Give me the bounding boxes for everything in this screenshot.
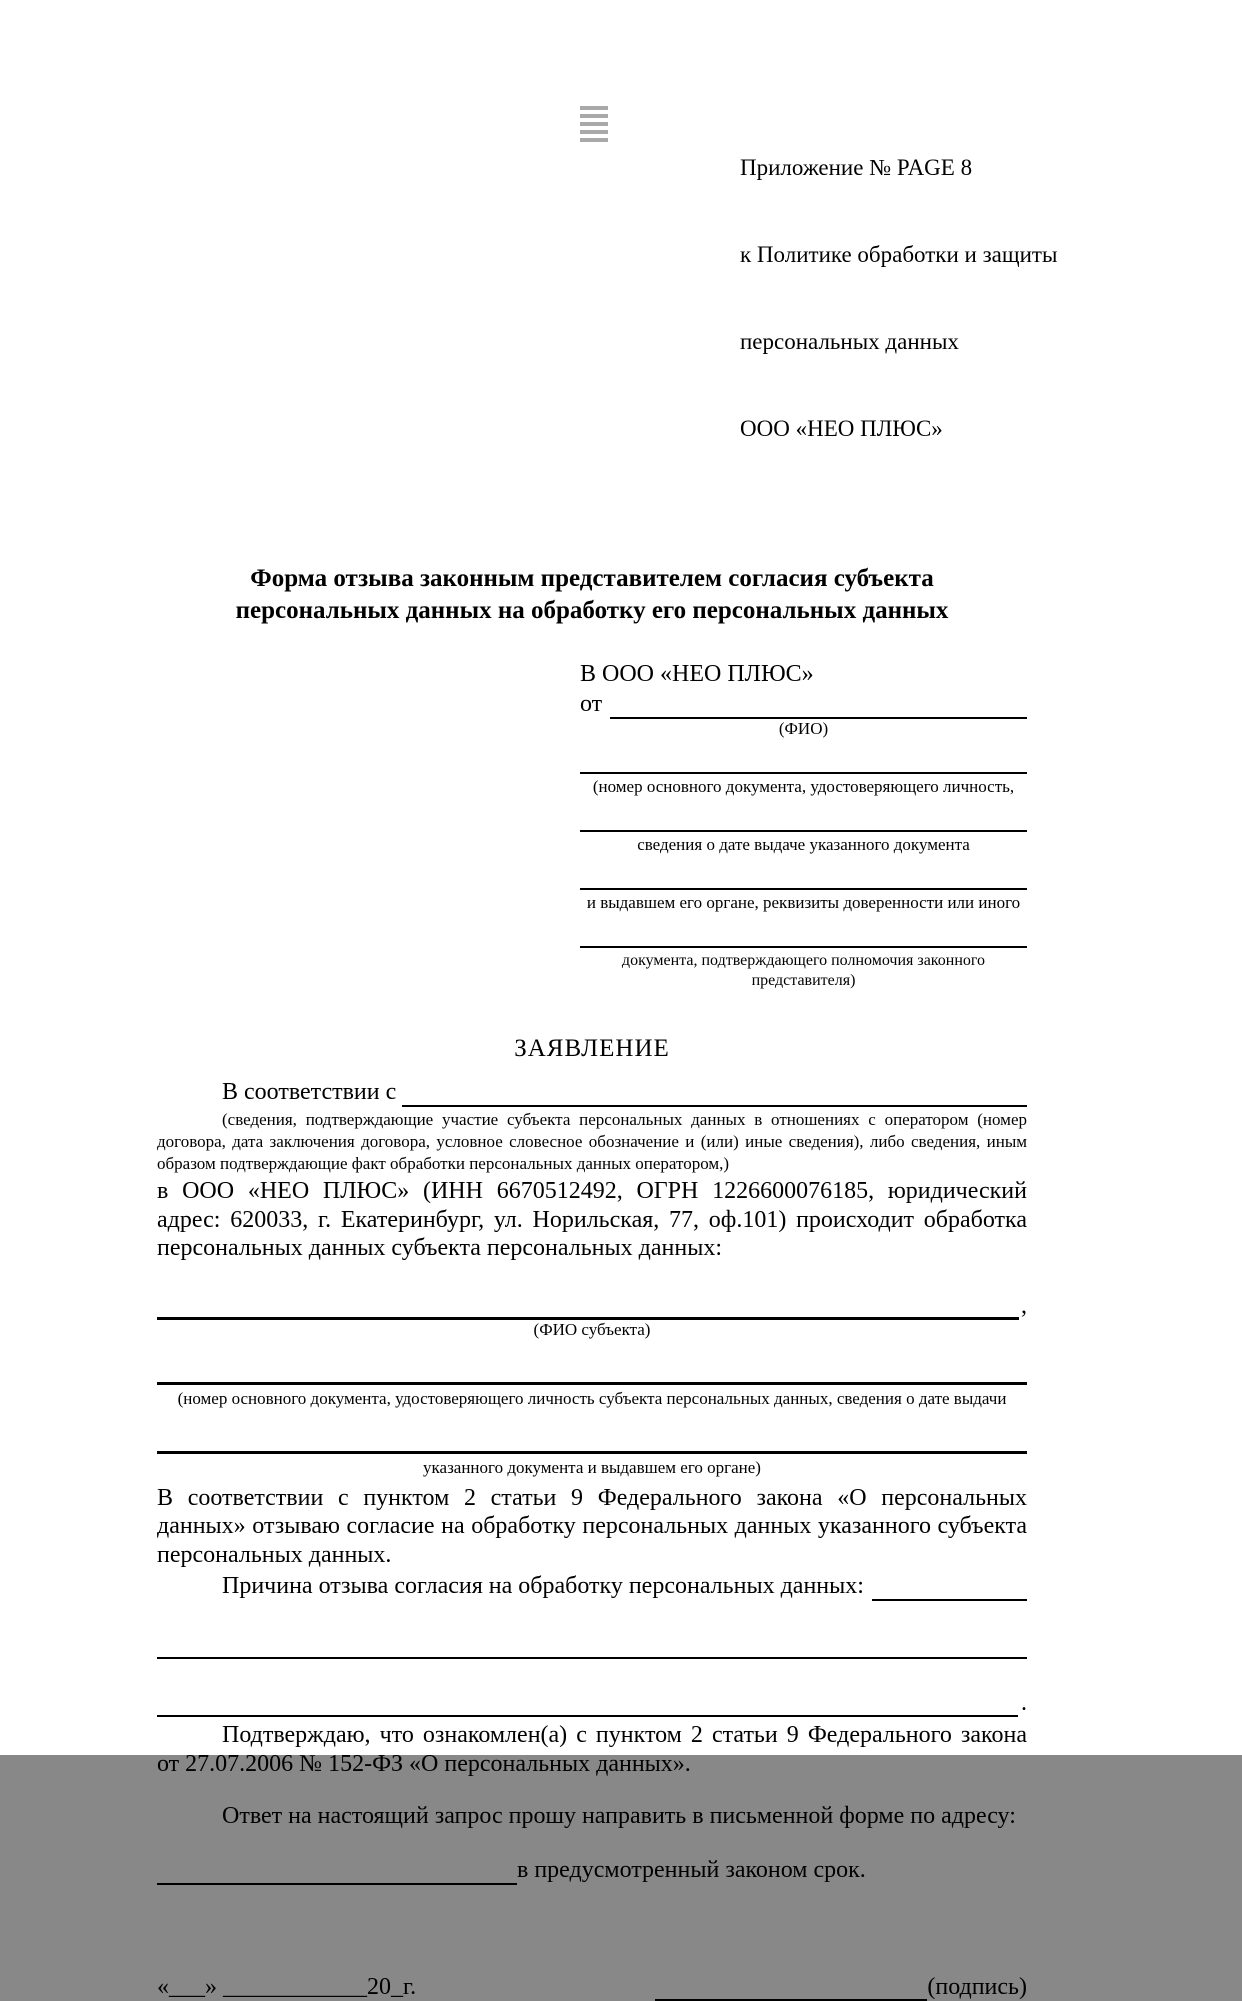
recipient-company: В ООО «НЕО ПЛЮС»	[580, 661, 814, 687]
sentence-period: .	[1021, 1690, 1027, 1716]
doc-caption-4: документа, подтверждающего полномочия законного представителя)	[621, 952, 986, 989]
reason-field	[157, 1571, 1027, 1601]
subject-fio-comma: ,	[1021, 1292, 1027, 1319]
policy-reference-line1: к Политике обработки и защиты	[740, 242, 1058, 267]
signature-blank-line	[655, 1973, 927, 2001]
blank-line	[580, 946, 1027, 948]
blank-line	[580, 830, 1027, 832]
subject-fio-blank-line	[157, 1291, 1019, 1320]
fio-caption: (ФИО)	[778, 719, 829, 738]
intro-prefix: В соответствии с	[222, 1079, 397, 1105]
response-address-field	[157, 1855, 1027, 1885]
intro-note: (сведения, подтверждающие участие субъекта персональных данных в отношениях с оператором (номер договора, дата заключения договора, условное словесное обозначение и (или) иные сведения), либо сведения, иным образом подтверждающие факт обработки персональных данных оператором,)	[157, 1110, 1027, 1173]
signature-caption: (подпись)	[927, 1973, 1027, 2000]
policy-reference-line2: персональных данных	[740, 329, 959, 354]
confirmation-paragraph: Подтверждаю, что ознакомлен(а) с пунктом 2 статьи 9 Федерального закона от 27.07.2006 № 152-ФЗ «О персональных данных».	[157, 1722, 1027, 1777]
recipient-block	[580, 659, 1027, 991]
date-field: «___» ____________20_г.	[157, 1973, 417, 2000]
signature-section	[157, 1973, 1027, 2001]
doc-caption-2: сведения о дате выдаче указанного документа	[637, 835, 970, 854]
signature-field	[655, 1973, 1027, 2001]
subject-fio-field	[157, 1291, 1027, 1320]
representative-doc-field-3	[580, 888, 1027, 913]
representative-doc-field-1	[580, 772, 1027, 797]
subject-doc-caption-1: (номер основного документа, удостоверяющего личность субъекта персональных данных, сведения о дате выдачи	[177, 1388, 1007, 1408]
subject-fio-caption: (ФИО субъекта)	[533, 1319, 651, 1339]
reason-extra-line-2	[157, 1689, 1027, 1717]
appendix-number: Приложение № PAGE 8	[740, 155, 973, 180]
form-title: Форма отзыва законным представителем согласия субъекта персональных данных на обработку его персональных данных	[235, 565, 949, 624]
representative-doc-field-4	[580, 946, 1027, 991]
subject-doc-blank-line-2	[157, 1451, 1027, 1454]
operator-paragraph: в ООО «НЕО ПЛЮС» (ИНН 6670512492, ОГРН 1226600076185, юридический адрес: 620033, г. Екатеринбург, ул. Норильская, 77, оф.101) происходит обработка персональных данных субъекта персональных данных:	[157, 1178, 1027, 1261]
from-field	[580, 689, 1027, 719]
company-name: ООО «НЕО ПЛЮС»	[740, 416, 943, 441]
statement-heading: ЗАЯВЛЕНИЕ	[514, 1035, 670, 1062]
blank-line	[580, 772, 1027, 774]
document-artifact-icon	[580, 106, 608, 144]
subject-doc-blank-line-1	[157, 1382, 1027, 1385]
reason-extra-line-1	[157, 1631, 1027, 1659]
address-blank-line	[157, 1857, 517, 1885]
reason-blank-line	[872, 1573, 1027, 1601]
response-prefix: Ответ на настоящий запрос прошу направить в письменной форме по адресу:	[222, 1803, 1016, 1829]
doc-caption-3: и выдавшем его органе, реквизиты доверенности или иного	[586, 893, 1021, 912]
from-name-blank-line	[610, 691, 1027, 719]
blank-line	[580, 888, 1027, 890]
from-label: от	[580, 691, 603, 717]
statement-intro-field	[157, 1077, 1027, 1107]
blank-line	[157, 1689, 1018, 1717]
doc-caption-1: (номер основного документа, удостоверяющего личность,	[592, 777, 1015, 796]
subject-doc-caption-2: указанного документа и выдавшем его органе)	[423, 1457, 761, 1477]
appendix-header	[740, 95, 1058, 501]
intro-blank-line	[402, 1079, 1027, 1107]
blank-line	[157, 1631, 1027, 1659]
reason-label: Причина отзыва согласия на обработку персональных данных:	[222, 1573, 864, 1599]
response-suffix: в предусмотренный законом срок.	[517, 1856, 866, 1883]
withdrawal-paragraph: В соответствии с пунктом 2 статьи 9 Федерального закона «О персональных данных» отзываю согласие на обработку персональных данных указанного субъекта персональных данных.	[157, 1484, 1027, 1568]
representative-doc-field-2	[580, 830, 1027, 855]
